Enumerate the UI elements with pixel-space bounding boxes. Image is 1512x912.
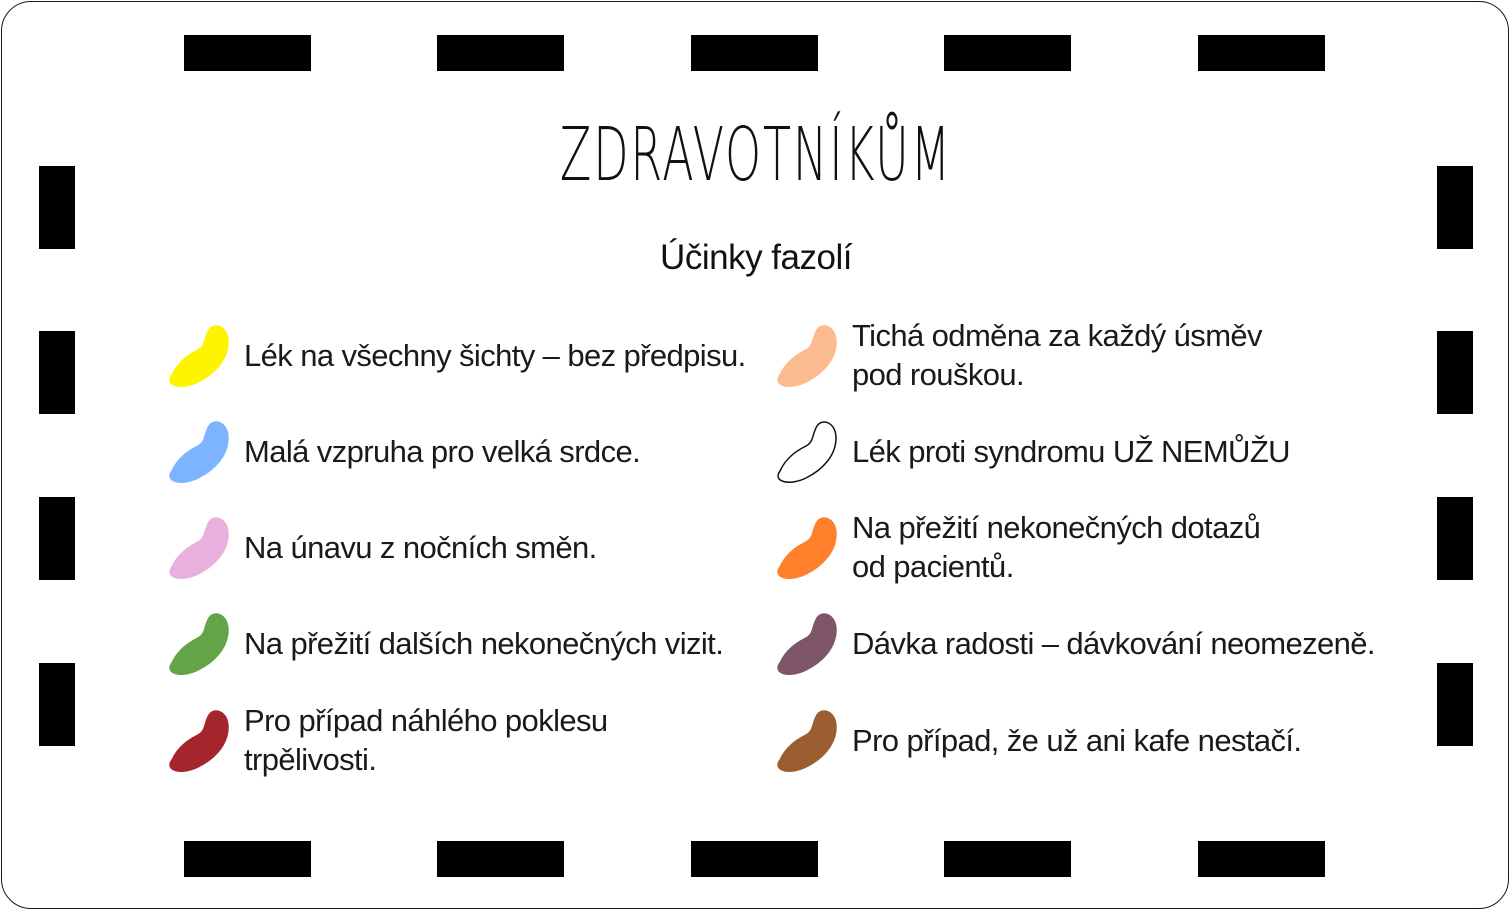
bean-list-item: [772, 315, 1262, 395]
jelly-bean-peach-icon: [772, 320, 840, 390]
jelly-bean-yellow-icon: [164, 320, 232, 390]
bean-effect-label: Pro případ náhlého poklesu trpělivosti.: [244, 703, 608, 777]
bean-effect-label: Na přežití dalších nekonečných vizit.: [244, 625, 724, 661]
bean-effect-label: Na únavu z nočních směn.: [244, 529, 597, 565]
cut-mark-right: [1437, 663, 1473, 746]
cut-mark-bottom: [691, 841, 818, 877]
bean-list-item: [164, 603, 723, 683]
cut-mark-left: [39, 331, 75, 414]
bean-list-item: [164, 700, 608, 780]
bean-effect-label: Tichá odměna za každý úsměv pod rouškou.: [852, 318, 1262, 392]
jelly-bean-red-icon: [164, 705, 232, 775]
cut-mark-top: [1198, 35, 1325, 71]
bean-list-item: [164, 507, 597, 587]
cut-mark-bottom: [437, 841, 564, 877]
cut-mark-top: [944, 35, 1071, 71]
jelly-bean-brown-icon: [772, 705, 840, 775]
card-subtitle: Účinky fazolí: [660, 238, 852, 277]
cut-mark-bottom: [1198, 841, 1325, 877]
cut-mark-top: [691, 35, 818, 71]
bean-effect-label: Na přežití nekonečných dotazů od pacientů.: [852, 510, 1261, 584]
card-title: ZDRAVOTNÍKŮM: [559, 112, 953, 198]
cut-mark-bottom: [184, 841, 311, 877]
bean-effect-label: Dávka radosti – dávkování neomezeně.: [852, 625, 1375, 661]
bean-list-item: [164, 315, 746, 395]
jelly-bean-pink-icon: [164, 512, 232, 582]
jelly-bean-purple-icon: [772, 608, 840, 678]
bean-effect-label: Lék na všechny šichty – bez předpisu.: [244, 337, 746, 373]
bean-list-item: [772, 700, 1301, 780]
bean-list-item: [772, 603, 1375, 683]
bean-list-item: [772, 507, 1260, 587]
cut-mark-right: [1437, 497, 1473, 580]
bean-list-item: [164, 411, 640, 491]
bean-list-item: [772, 411, 1290, 491]
jelly-bean-green-icon: [164, 608, 232, 678]
jelly-bean-blue-icon: [164, 416, 232, 486]
cut-mark-bottom: [944, 841, 1071, 877]
cut-mark-left: [39, 166, 75, 249]
cut-mark-left: [39, 497, 75, 580]
cut-mark-right: [1437, 166, 1473, 249]
cut-mark-top: [437, 35, 564, 71]
jelly-bean-white-icon: [772, 416, 840, 486]
cut-mark-top: [184, 35, 311, 71]
bean-effect-label: Pro případ, že už ani kafe nestačí.: [852, 722, 1302, 758]
cut-mark-left: [39, 663, 75, 746]
jelly-bean-orange-icon: [772, 512, 840, 582]
bean-effect-label: Malá vzpruha pro velká srdce.: [244, 433, 641, 469]
cut-mark-right: [1437, 331, 1473, 414]
bean-effect-label: Lék proti syndromu UŽ NEMŮŽU: [852, 433, 1290, 469]
